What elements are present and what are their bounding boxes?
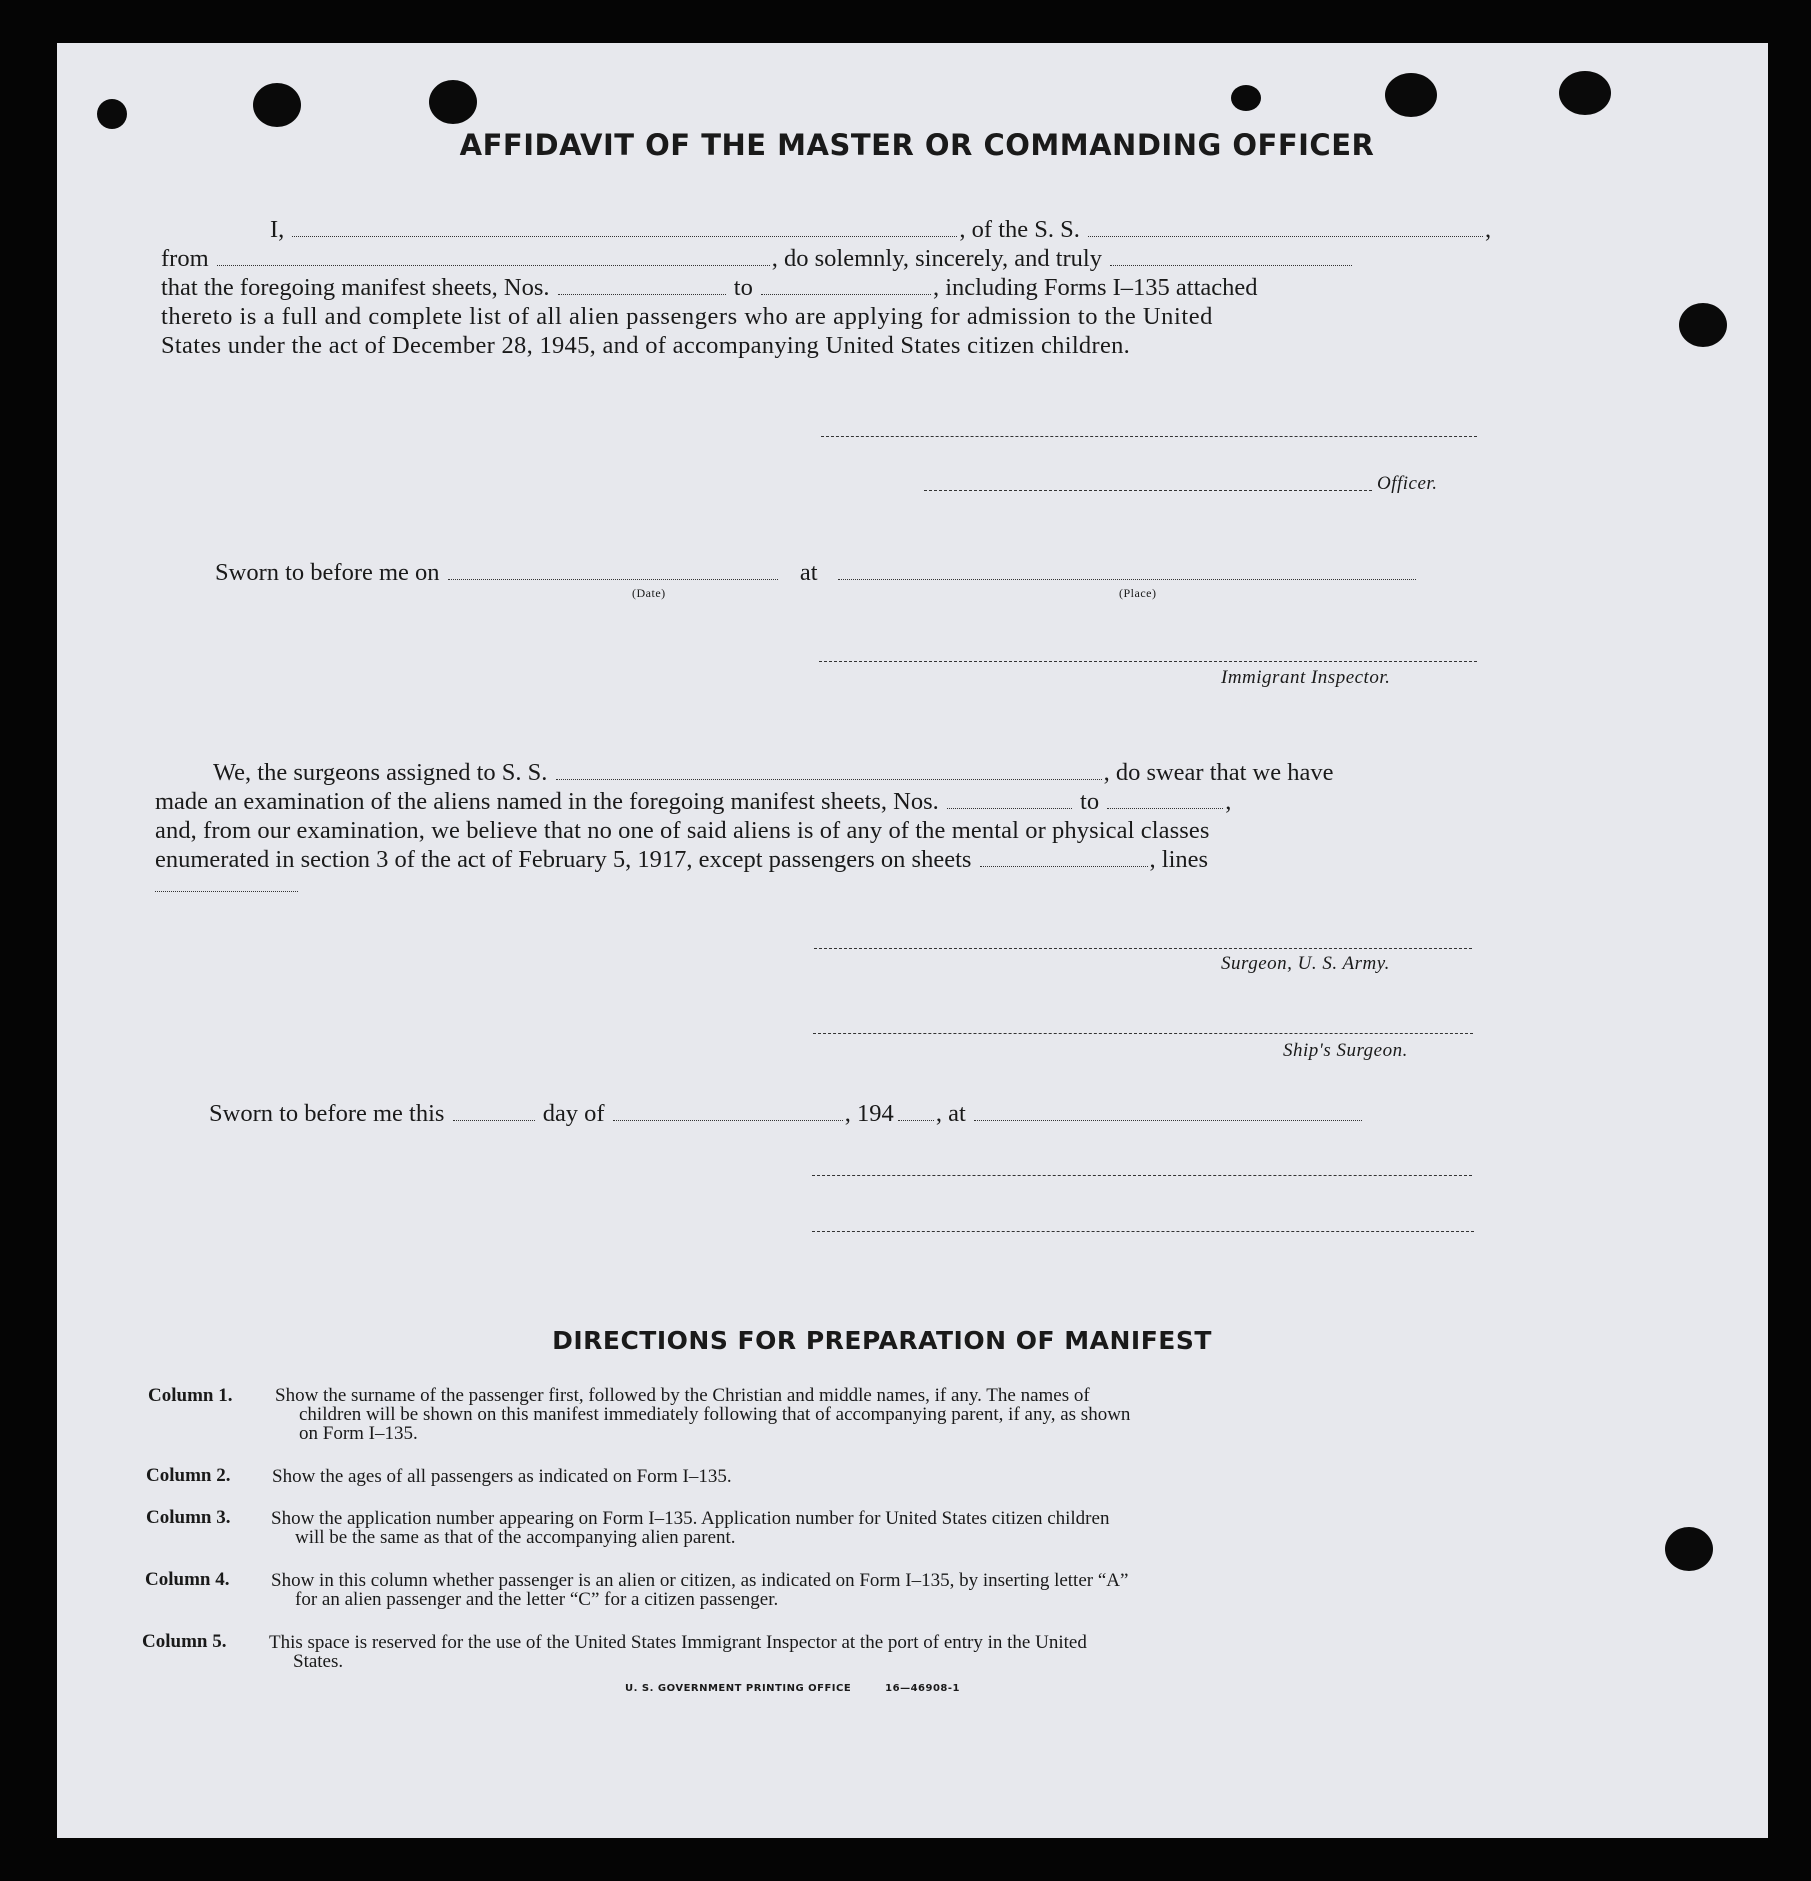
surgeons-line-2 (155, 787, 1231, 816)
comma: , (1485, 216, 1492, 243)
printing-office-imprint (625, 1683, 960, 1694)
column-1-label: Column 1. (148, 1385, 233, 1406)
examination-text: made an examination of the aliens named in the foregoing manifest sheets, Nos. (155, 788, 939, 815)
manifest-sheets-text: that the foregoing manifest sheets, Nos. (161, 274, 550, 301)
column-3-label: Column 3. (146, 1507, 231, 1528)
sworn-on-text: Sworn to before me on (215, 559, 440, 586)
surgeon-sheets-from-field[interactable] (947, 808, 1072, 809)
at-text: , at (935, 1100, 966, 1127)
place-caption: (Place) (1119, 586, 1157, 600)
affidavit-line-1 (212, 215, 1491, 244)
sworn-location-field[interactable] (974, 1120, 1362, 1121)
to-label-2: to (1080, 788, 1100, 815)
to-label: to (733, 274, 753, 301)
punch-hole (1385, 73, 1437, 117)
column-1-line-2: children will be shown on this manifest immediately following that of accompanying parent, if any, as shown (299, 1404, 1131, 1425)
at-label: at (799, 559, 818, 586)
surgeon-ship-field[interactable] (556, 779, 1102, 780)
sworn-place-field[interactable] (838, 579, 1416, 580)
form-number: 16—46908-1 (885, 1683, 960, 1694)
oath-word-field[interactable] (1110, 265, 1352, 266)
date-caption: (Date) (632, 586, 666, 600)
column-1-text (275, 1386, 1475, 1443)
lines-field[interactable] (155, 891, 298, 892)
except-sheets-field[interactable] (980, 866, 1148, 867)
of-the-ss: , of the S. S. (959, 216, 1080, 243)
inspector-label: Immigrant Inspector. (1221, 667, 1391, 688)
enumerated-text: enumerated in section 3 of the act of February 5, 1917, except passengers on sheets (155, 846, 972, 873)
sheets-from-field[interactable] (558, 294, 726, 295)
column-5-line-1: This space is reserved for the use of the United States Immigrant Inspector at the port of entry in the United (269, 1632, 1087, 1653)
lines-text: , lines (1149, 846, 1209, 873)
column-3-line-2: will be the same as that of the accompanying alien parent. (295, 1527, 736, 1548)
punch-hole (1231, 85, 1261, 111)
column-2-text (272, 1467, 1472, 1486)
column-5-line-2: States. (293, 1651, 344, 1672)
column-1-line-1: Show the surname of the passenger first, followed by the Christian and middle names, if any. The names of (275, 1385, 1090, 1406)
ship-surgeon-signature-line[interactable] (813, 1033, 1473, 1034)
ship-name-field[interactable] (1088, 236, 1483, 237)
column-1-line-3: on Form I–135. (299, 1423, 418, 1444)
punch-hole (1679, 303, 1727, 347)
year-field[interactable] (898, 1120, 934, 1121)
month-field[interactable] (613, 1120, 843, 1121)
year-prefix: , 194 (844, 1100, 894, 1127)
punch-hole (1559, 71, 1611, 115)
column-4-text (271, 1571, 1471, 1609)
surgeons-line-4 (155, 845, 1208, 874)
sworn-date-field[interactable] (448, 579, 778, 580)
column-3-line-1: Show the application number appearing on Form I–135. Application number for United States citizen children (271, 1508, 1110, 1529)
comma-2: , (1225, 788, 1232, 815)
surgeons-line-3: and, from our examination, we believe that no one of said aliens is of any of the mental or physical classes (155, 817, 1210, 844)
affidavit-line-2 (161, 244, 1354, 273)
solemnly-text: , do solemnly, sincerely, and truly (771, 245, 1102, 272)
sworn-this-text: Sworn to before me this (209, 1100, 445, 1127)
punch-hole (97, 99, 127, 129)
column-2-label: Column 2. (146, 1465, 231, 1486)
officer-signature-line[interactable] (924, 490, 1372, 491)
from-label: from (161, 245, 209, 272)
form-title: AFFIDAVIT OF THE MASTER OR COMMANDING OFFICER (459, 128, 1375, 162)
swear-text: , do swear that we have (1103, 759, 1334, 786)
surgeons-line-1 (155, 758, 1334, 787)
column-4-label: Column 4. (145, 1569, 230, 1590)
army-surgeon-signature-line[interactable] (814, 948, 1472, 949)
surgeon-sheets-to-field[interactable] (1107, 808, 1223, 809)
sworn-this-line (209, 1099, 1364, 1128)
affidavit-line-5: States under the act of December 28, 1945, and of accompanying United States citizen children. (161, 332, 1131, 359)
affidavit-i: I, (270, 216, 285, 243)
affidavit-line-4: thereto is a full and complete list of all alien passengers who are applying for admission to the United (161, 303, 1213, 330)
ship-surgeon-label: Ship's Surgeon. (1283, 1040, 1408, 1061)
officer-label: Officer. (1377, 473, 1438, 494)
from-port-field[interactable] (217, 265, 770, 266)
officer-name-field[interactable] (292, 236, 957, 237)
inspector-signature-line[interactable] (819, 661, 1477, 662)
sheets-to-field[interactable] (761, 294, 931, 295)
directions-title: DIRECTIONS FOR PREPARATION OF MANIFEST (552, 1326, 1212, 1355)
army-surgeon-label: Surgeon, U. S. Army. (1221, 953, 1390, 974)
inspector-title-line[interactable] (812, 1231, 1474, 1232)
sworn-before-line (215, 558, 1418, 587)
printing-office: U. S. GOVERNMENT PRINTING OFFICE (625, 1683, 852, 1694)
column-4-line-2: for an alien passenger and the letter “C” for a citizen passenger. (295, 1589, 779, 1610)
surgeons-intro: We, the surgeons assigned to S. S. (213, 759, 548, 786)
affidavit-line-3 (161, 273, 1258, 302)
day-field[interactable] (453, 1120, 535, 1121)
day-of-text: day of (542, 1100, 605, 1127)
signature-line[interactable] (821, 436, 1477, 437)
punch-hole (253, 83, 301, 127)
form-sheet (57, 43, 1768, 1838)
column-5-label: Column 5. (142, 1631, 227, 1652)
column-5-text (269, 1633, 1469, 1671)
column-3-text (271, 1509, 1471, 1547)
including-forms-text: , including Forms I–135 attached (932, 274, 1258, 301)
punch-hole (1665, 1527, 1713, 1571)
column-2-line-1: Show the ages of all passengers as indicated on Form I–135. (272, 1466, 732, 1487)
punch-hole (429, 80, 477, 124)
column-4-line-1: Show in this column whether passenger is an alien or citizen, as indicated on Form I–135, by inserting letter “A” (271, 1570, 1129, 1591)
inspector-signature-line-2[interactable] (812, 1175, 1472, 1176)
